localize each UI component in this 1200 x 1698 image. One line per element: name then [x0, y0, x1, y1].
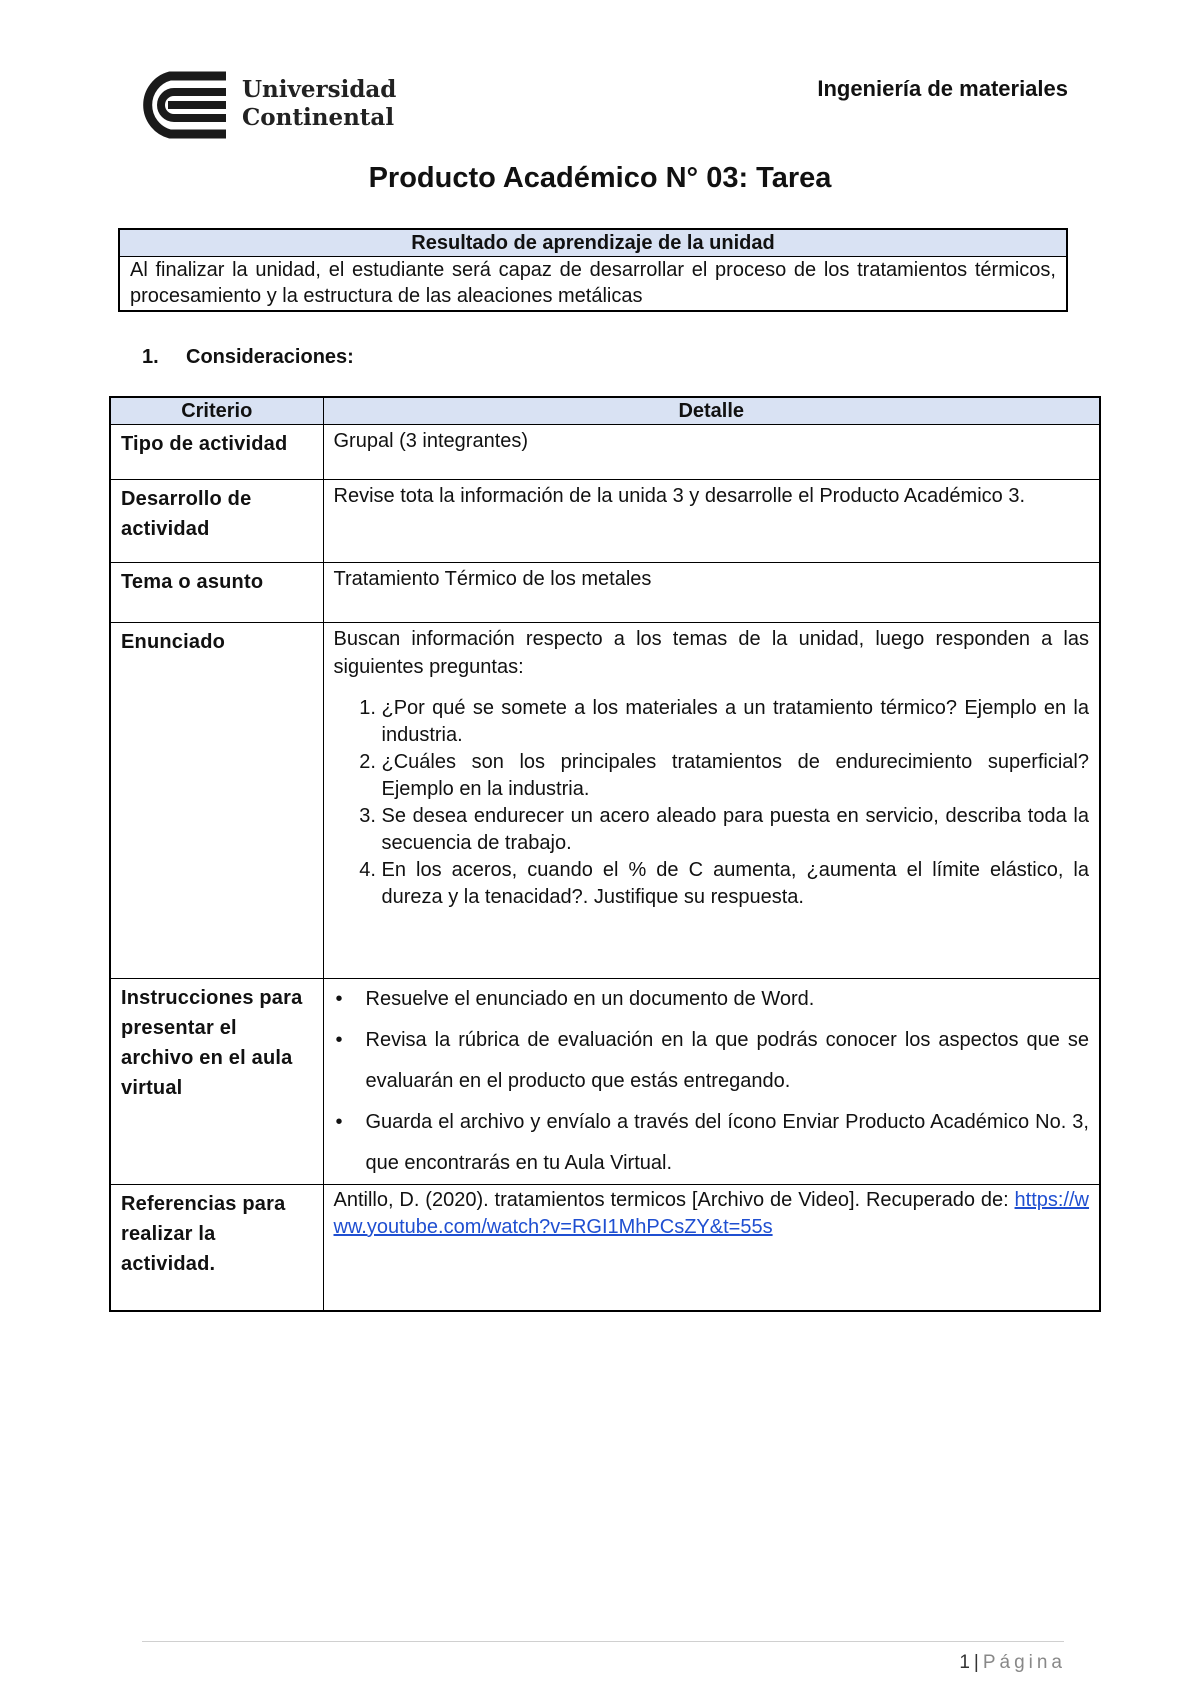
instruction-item: • Guarda el archivo y envíalo a través del ícono Enviar Producto Académico No. 3, que encontrarás en tu Aula Virtual.	[366, 1102, 1090, 1184]
table-header-row	[110, 397, 1100, 425]
instruction-item: • Revisa la rúbrica de evaluación en la que podrás conocer los aspectos que se evaluarán en el producto que estás entregando.	[366, 1020, 1090, 1102]
criteria-table	[109, 396, 1101, 1312]
reference-link[interactable]: https://www.youtube.com/watch?v=RGI1MhPCsZY&t=55s	[333, 1189, 1090, 1238]
bullet-icon: •	[335, 1029, 343, 1051]
row-value-tipo: Grupal (3 integrantes)	[323, 425, 1100, 480]
course-name: Ingeniería de materiales	[817, 76, 1068, 101]
row-label-enunciado: Enunciado	[110, 623, 323, 979]
university-logo	[134, 70, 397, 142]
row-value-instrucciones	[323, 979, 1100, 1185]
row-label-tipo: Tipo de actividad	[110, 425, 323, 480]
table-row	[110, 563, 1100, 623]
logo-line-1: Universidad	[242, 76, 397, 103]
bullet-icon: •	[335, 988, 343, 1010]
question-item: 2. ¿Cuáles son los principales tratamientos de endurecimiento superficial? Ejemplo en la industria.	[382, 749, 1090, 803]
row-value-tema: Tratamiento Térmico de los metales	[323, 563, 1100, 623]
logo-mark-icon	[134, 70, 230, 140]
section-number: 1.	[142, 346, 159, 368]
instructions-list	[334, 979, 1090, 1184]
footer-separator: |	[973, 1652, 979, 1673]
question-list	[334, 695, 1090, 911]
row-label-desarrollo: Desarrollo de actividad	[110, 480, 323, 563]
page-label: Página	[982, 1652, 1066, 1673]
learning-outcome-heading: Resultado de aprendizaje de la unidad	[120, 230, 1066, 257]
row-label-tema: Tema o asunto	[110, 563, 323, 623]
learning-outcome-text: Al finalizar la unidad, el estudiante será capaz de desarrollar el proceso de los tratamientos térmicos, procesamiento y la estructura de las aleaciones metálicas	[130, 259, 1056, 307]
page-number: 1	[959, 1652, 970, 1673]
page-title: Producto Académico N° 03: Tarea	[368, 162, 832, 194]
page-footer	[959, 1652, 1066, 1674]
instruction-item: • Resuelve el enunciado en un documento de Word.	[366, 979, 1090, 1020]
table-row	[110, 979, 1100, 1185]
row-value-desarrollo: Revise tota la información de la unida 3 y desarrolle el Producto Académico 3.	[323, 480, 1100, 563]
row-label-instrucciones: Instrucciones para presentar el archivo en el aula virtual	[110, 979, 323, 1185]
table-row	[110, 425, 1100, 480]
question-item: 4. En los aceros, cuando el % de C aumenta, ¿aumenta el límite elástico, la dureza y la tenacidad?. Justifique su respuesta.	[382, 857, 1090, 911]
bullet-icon: •	[335, 1111, 343, 1133]
section-heading	[142, 346, 354, 369]
row-label-referencias: Referencias para realizar la actividad.	[110, 1185, 323, 1311]
row-value-enunciado	[323, 623, 1100, 979]
table-row	[110, 1185, 1100, 1311]
table-row	[110, 623, 1100, 979]
reference-citation: Antillo, D. (2020). tratamientos termicos [Archivo de Video]. Recuperado de:	[333, 1189, 1009, 1211]
footer-divider	[142, 1641, 1064, 1642]
question-item: 3. Se desea endurecer un acero aleado para puesta en servicio, describa toda la secuencia de trabajo.	[382, 803, 1090, 857]
section-title: Consideraciones:	[186, 346, 354, 368]
enunciado-intro: Buscan información respecto a los temas de la unidad, luego responden a las siguientes preguntas:	[333, 628, 1089, 678]
table-row	[110, 480, 1100, 563]
logo-line-2: Continental	[242, 104, 395, 131]
header-criterio: Criterio	[110, 397, 323, 425]
header-detalle: Detalle	[323, 397, 1100, 425]
question-item: 1. ¿Por qué se somete a los materiales a un tratamiento térmico? Ejemplo en la industria.	[382, 695, 1090, 749]
row-value-referencias	[323, 1185, 1100, 1311]
learning-outcome-box	[118, 228, 1068, 312]
